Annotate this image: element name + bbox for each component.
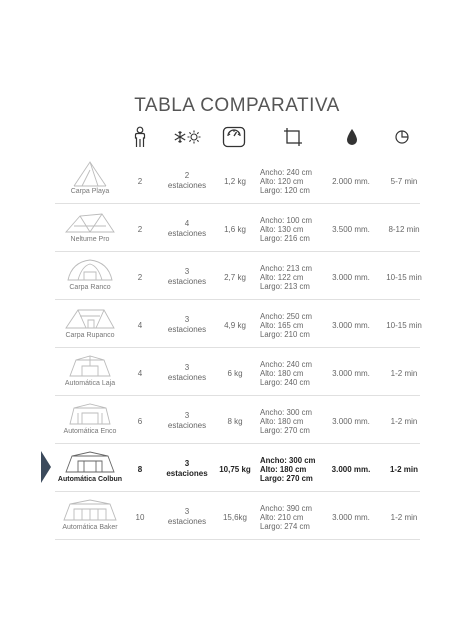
dim-width: Ancho: 300 cm <box>260 455 316 465</box>
dim-height: Alto: 180 cm <box>260 464 307 474</box>
weight-cell: 15,6kg <box>222 512 248 522</box>
tent-image <box>60 302 120 336</box>
weight-cell: 8 kg <box>227 416 243 426</box>
tent-icon <box>60 350 120 380</box>
table-row-2 <box>55 206 420 252</box>
person-icon <box>133 124 147 150</box>
tent-name: Automática Enco <box>63 428 117 435</box>
page-title: TABLA COMPARATIVA <box>134 95 340 116</box>
seasons-icon <box>172 124 202 150</box>
tent-image <box>60 254 120 288</box>
season-cell <box>157 206 217 252</box>
dim-width: Ancho: 100 cm <box>260 215 313 225</box>
tent-icon <box>60 398 120 428</box>
dim-length: Largo: 213 cm <box>260 281 310 291</box>
water-cell: 2.000 mm. <box>332 176 370 186</box>
table-row-8 <box>55 494 420 540</box>
tent-name: Carpa Playa <box>70 188 110 195</box>
tent-name: Carpa Rupanco <box>65 332 115 339</box>
season-number: 3 <box>184 507 190 516</box>
tent-image <box>60 494 120 528</box>
season-number: 3 <box>184 267 190 276</box>
dimensions-icon <box>282 124 304 150</box>
table-row-4 <box>55 302 420 348</box>
people-cell: 2 <box>137 272 143 282</box>
row-separator <box>55 347 420 348</box>
people-cell: 4 <box>137 320 143 330</box>
season-cell <box>157 158 217 204</box>
tent-image <box>60 398 120 432</box>
dim-width: Ancho: 250 cm <box>260 311 313 321</box>
dim-length: Largo: 240 cm <box>260 377 310 387</box>
dim-length: Largo: 210 cm <box>260 329 310 339</box>
season-number: 2 <box>184 171 190 180</box>
dim-length: Largo: 270 cm <box>260 425 310 435</box>
time-cell: 10-15 min <box>386 272 422 282</box>
tent-image <box>60 158 120 192</box>
season-label: estaciones <box>167 229 207 238</box>
time-cell: 8-12 min <box>388 224 420 234</box>
season-number: 3 <box>184 411 190 420</box>
season-label: estaciones <box>167 181 207 190</box>
time-cell: 1-2 min <box>390 368 418 378</box>
table-row-7 <box>55 446 420 492</box>
tent-name: Automática Laja <box>64 380 116 387</box>
time-cell: 1-2 min <box>390 512 418 522</box>
weight-cell: 2,7 kg <box>224 272 246 282</box>
header-icons <box>0 124 474 152</box>
water-cell: 3.000 mm. <box>332 368 370 378</box>
row-separator <box>55 539 420 540</box>
water-drop-icon <box>345 124 359 150</box>
tent-name: Automática Baker <box>62 524 118 531</box>
season-number: 3 <box>184 363 190 372</box>
row-separator <box>55 203 420 204</box>
tent-icon <box>60 446 120 476</box>
people-cell: 2 <box>137 176 143 186</box>
dim-width: Ancho: 390 cm <box>260 503 313 513</box>
season-label: estaciones <box>166 469 208 478</box>
row-separator <box>55 299 420 300</box>
table-row-1 <box>55 158 420 204</box>
season-label: estaciones <box>167 277 207 286</box>
season-number: 3 <box>184 459 190 468</box>
dim-length: Largo: 274 cm <box>260 521 310 531</box>
dim-height: Alto: 120 cm <box>260 176 304 186</box>
tent-name: Automática Colbun <box>57 476 123 483</box>
dim-length: Largo: 216 cm <box>260 233 310 243</box>
dim-width: Ancho: 300 cm <box>260 407 313 417</box>
tent-name: Neltume Pro <box>70 236 110 243</box>
time-cell: 10-15 min <box>386 320 422 330</box>
dim-height: Alto: 180 cm <box>260 416 304 426</box>
dim-length: Largo: 270 cm <box>260 473 313 483</box>
season-cell <box>157 254 217 300</box>
dim-width: Ancho: 240 cm <box>260 167 313 177</box>
weight-cell: 4,9 kg <box>224 320 246 330</box>
water-cell: 3.000 mm. <box>331 464 371 474</box>
row-separator <box>55 443 420 444</box>
row-separator <box>55 251 420 252</box>
table-row-6 <box>55 398 420 444</box>
time-cell: 1-2 min <box>389 464 418 474</box>
tent-name: Carpa Ranco <box>69 284 111 291</box>
weight-cell: 1,6 kg <box>224 224 246 234</box>
people-cell: 8 <box>137 464 143 474</box>
season-cell <box>157 350 217 396</box>
season-cell <box>157 302 217 348</box>
season-label: estaciones <box>167 373 207 382</box>
dim-width: Ancho: 213 cm <box>260 263 313 273</box>
row-separator <box>55 491 420 492</box>
tent-icon <box>60 158 120 188</box>
season-label: estaciones <box>167 517 207 526</box>
season-number: 3 <box>184 315 190 324</box>
water-cell: 3.000 mm. <box>332 416 370 426</box>
water-cell: 3.500 mm. <box>332 224 370 234</box>
dim-height: Alto: 165 cm <box>260 320 304 330</box>
weight-cell: 10,75 kg <box>219 464 251 474</box>
season-number: 4 <box>184 219 190 228</box>
people-cell: 2 <box>137 224 143 234</box>
weight-cell: 6 kg <box>227 368 243 378</box>
people-cell: 6 <box>137 416 143 426</box>
people-cell: 10 <box>135 512 145 522</box>
time-cell: 1-2 min <box>390 416 418 426</box>
tent-image <box>60 350 120 384</box>
season-cell <box>157 494 217 540</box>
season-cell <box>157 398 217 444</box>
water-cell: 3.000 mm. <box>332 320 370 330</box>
dim-width: Ancho: 240 cm <box>260 359 313 369</box>
weight-cell: 1,2 kg <box>224 176 246 186</box>
weight-icon <box>221 124 247 150</box>
tent-icon <box>60 206 120 236</box>
tent-image <box>60 206 120 240</box>
clock-icon <box>394 124 410 150</box>
dim-height: Alto: 210 cm <box>260 512 304 522</box>
dim-height: Alto: 122 cm <box>260 272 304 282</box>
table-row-5 <box>55 350 420 396</box>
people-cell: 4 <box>137 368 143 378</box>
time-cell: 5-7 min <box>390 176 418 186</box>
water-cell: 3.000 mm. <box>332 272 370 282</box>
dim-length: Largo: 120 cm <box>260 185 310 195</box>
season-cell <box>157 446 217 492</box>
table-row-3 <box>55 254 420 300</box>
tent-icon <box>60 302 120 332</box>
dim-height: Alto: 180 cm <box>260 368 304 378</box>
season-label: estaciones <box>167 421 207 430</box>
dim-height: Alto: 130 cm <box>260 224 304 234</box>
tent-icon <box>60 254 120 284</box>
row-separator <box>55 395 420 396</box>
water-cell: 3.000 mm. <box>332 512 370 522</box>
tent-image <box>60 446 120 480</box>
tent-icon <box>60 494 120 524</box>
season-label: estaciones <box>167 325 207 334</box>
